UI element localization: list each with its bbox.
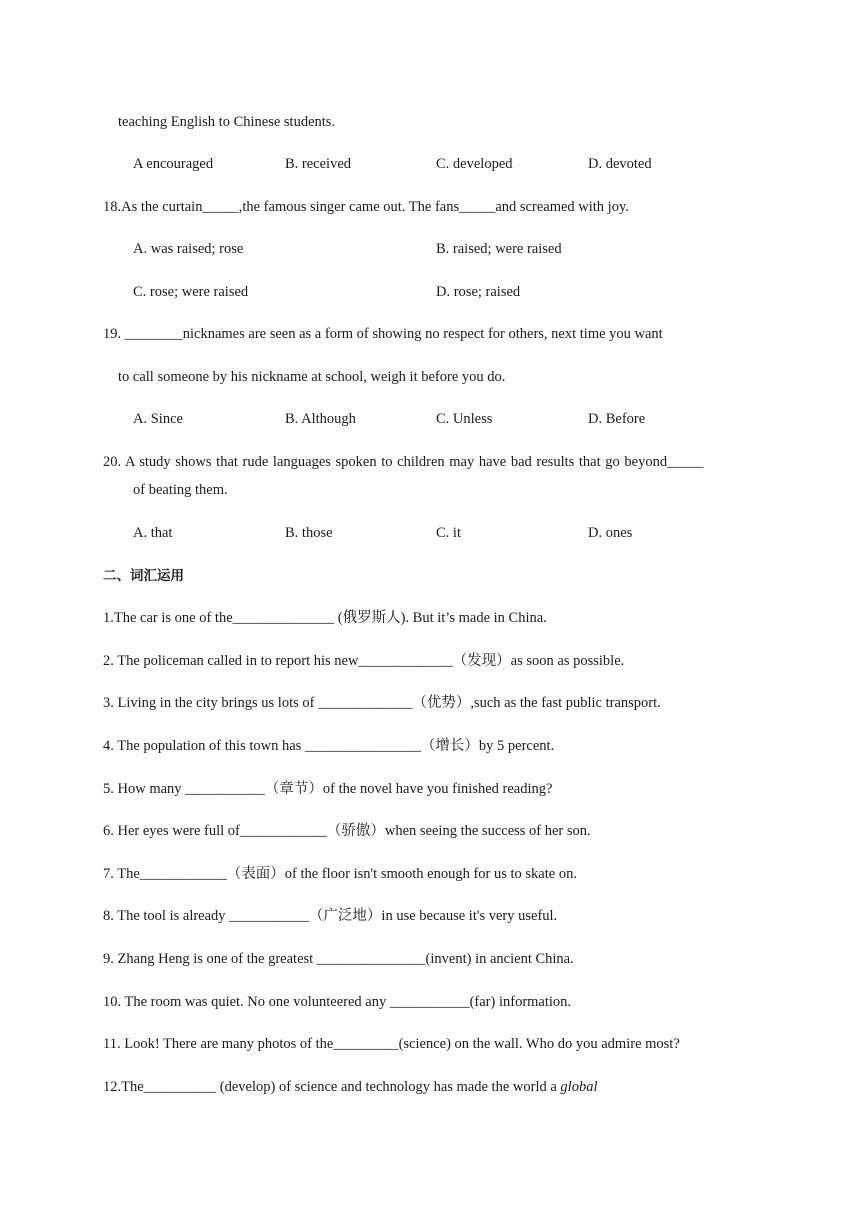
q17-option-b: B. received xyxy=(285,156,352,172)
vocab-item-12-text: 12.The__________ (develop) of science and technology has made the world a xyxy=(103,1079,561,1095)
vocab-item-10: 10. The room was quiet. No one volunteered any ___________(far) information. xyxy=(103,994,572,1010)
vocab-item-3: 3. Living in the city brings us lots of _____________（优势）,such as the fast public transport. xyxy=(103,695,661,711)
q19-option-a: A. Since xyxy=(133,411,183,427)
vocab-item-6: 6. Her eyes were full of____________（骄傲）when seeing the success of her son. xyxy=(103,823,591,839)
vocab-item-7: 7. The____________（表面）of the floor isn't smooth enough for us to skate on. xyxy=(103,866,577,882)
vocab-item-9: 9. Zhang Heng is one of the greatest _______________(invent) in ancient China. xyxy=(103,951,574,967)
q19-option-c: C. Unless xyxy=(436,411,493,427)
q19-stem: 19. ________nicknames are seen as a form of showing no respect for others, next time you want xyxy=(103,326,663,342)
q17-option-d: D. devoted xyxy=(588,156,652,172)
q18-option-d: D. rose; raised xyxy=(436,284,521,300)
q19-option-b: B. Although xyxy=(285,411,356,427)
vocab-item-11: 11. Look! There are many photos of the_________(science) on the wall. Who do you admire most? xyxy=(103,1036,680,1052)
q18-option-b: B. raised; were raised xyxy=(436,241,562,257)
q18-option-a: A. was raised; rose xyxy=(133,241,244,257)
q18-option-c: C. rose; were raised xyxy=(133,284,249,300)
q17-option-c: C. developed xyxy=(436,156,513,172)
vocab-item-12 xyxy=(103,1078,597,1096)
q17-option-a: A encouraged xyxy=(133,156,214,172)
q20-option-b: B. those xyxy=(285,525,333,541)
vocab-item-5: 5. How many ___________（章节）of the novel have you finished reading? xyxy=(103,781,553,797)
vocab-item-2: 2. The policeman called in to report his new_____________（发现）as soon as possible. xyxy=(103,653,625,669)
q19-stem-continuation: to call someone by his nickname at school, weigh it before you do. xyxy=(118,369,506,385)
q18-stem: 18.As the curtain_____,the famous singer came out. The fans_____and screamed with joy. xyxy=(103,199,629,215)
vocab-item-8: 8. The tool is already ___________（广泛地）in use because it's very useful. xyxy=(103,908,558,924)
q20-option-a: A. that xyxy=(133,525,173,541)
vocab-item-4: 4. The population of this town has ________________（增长）by 5 percent. xyxy=(103,738,555,754)
q20-option-c: C. it xyxy=(436,525,461,541)
q20-stem: 20. A study shows that rude languages spoken to children may have bad results that go beyond_____ xyxy=(103,454,704,470)
q20-option-d: D. ones xyxy=(588,525,633,541)
q17-stem-continuation: teaching English to Chinese students. xyxy=(118,114,336,130)
q19-option-d: D. Before xyxy=(588,411,646,427)
vocab-item-1: 1.The car is one of the______________ (俄罗斯人). But it’s made in China. xyxy=(103,610,547,626)
section-heading: 二、词汇运用 xyxy=(103,568,184,584)
vocab-item-12-italic: global xyxy=(560,1079,598,1095)
q20-stem-continuation: of beating them. xyxy=(133,482,228,498)
